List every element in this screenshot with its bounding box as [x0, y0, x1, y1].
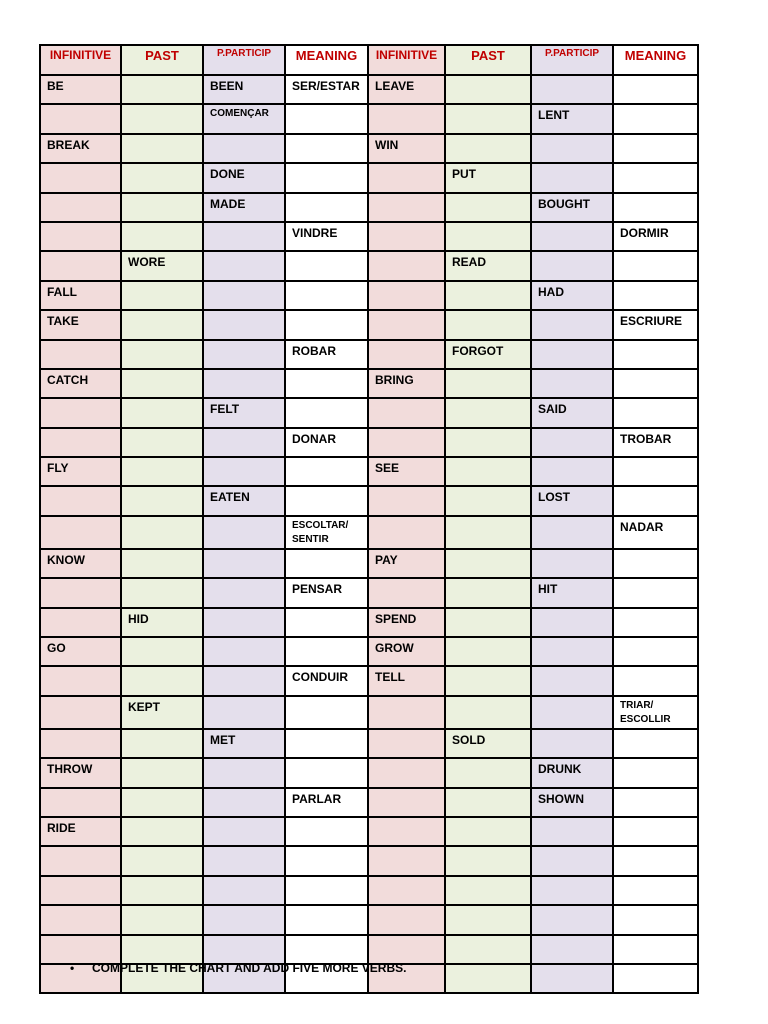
meaning-cell[interactable]	[285, 281, 368, 310]
meaning-cell[interactable]	[613, 163, 698, 192]
table-row	[40, 398, 698, 427]
meaning-cell[interactable]: SER/ESTAR	[285, 75, 368, 104]
past-cell[interactable]	[445, 134, 531, 163]
meaning-cell[interactable]	[285, 251, 368, 280]
past-participle-cell[interactable]	[203, 846, 285, 875]
past-participle-cell[interactable]	[531, 310, 613, 339]
meaning-cell[interactable]: PARLAR	[285, 788, 368, 817]
past-participle-cell[interactable]	[203, 666, 285, 695]
past-cell[interactable]: PUT	[445, 163, 531, 192]
table-row	[40, 729, 698, 758]
infinitive-cell[interactable]: CATCH	[40, 369, 121, 398]
past-cell[interactable]	[121, 163, 203, 192]
past-cell[interactable]	[445, 222, 531, 251]
meaning-cell[interactable]	[613, 486, 698, 515]
past-cell[interactable]	[121, 637, 203, 666]
past-participle-cell[interactable]	[203, 608, 285, 637]
meaning-cell[interactable]	[613, 549, 698, 578]
infinitive-cell[interactable]	[368, 935, 445, 964]
meaning-cell[interactable]	[285, 310, 368, 339]
past-participle-cell[interactable]	[203, 788, 285, 817]
past-cell[interactable]	[121, 666, 203, 695]
past-cell[interactable]	[445, 457, 531, 486]
meaning-cell[interactable]	[285, 104, 368, 133]
past-participle-cell[interactable]	[531, 549, 613, 578]
meaning-cell[interactable]: VINDRE	[285, 222, 368, 251]
past-participle-cell[interactable]	[531, 876, 613, 905]
meaning-cell[interactable]	[613, 578, 698, 607]
meaning-cell[interactable]	[613, 758, 698, 787]
infinitive-cell[interactable]	[368, 876, 445, 905]
instruction-text: COMPLETE THE CHART AND ADD FIVE MORE VERBS.	[92, 961, 407, 975]
meaning-cell[interactable]	[285, 163, 368, 192]
table-row	[40, 222, 698, 251]
past-cell[interactable]	[121, 788, 203, 817]
meaning-cell[interactable]	[613, 729, 698, 758]
past-cell[interactable]	[121, 310, 203, 339]
header-infinitive: INFINITIVE	[40, 45, 121, 75]
past-cell[interactable]	[121, 817, 203, 846]
past-participle-cell[interactable]	[203, 549, 285, 578]
table-row	[40, 104, 698, 133]
past-participle-cell[interactable]	[203, 457, 285, 486]
meaning-cell[interactable]	[285, 876, 368, 905]
past-cell[interactable]	[445, 758, 531, 787]
table-row	[40, 666, 698, 695]
past-participle-cell[interactable]	[203, 428, 285, 457]
table-row	[40, 75, 698, 104]
past-cell[interactable]	[121, 516, 203, 549]
meaning-cell[interactable]	[613, 134, 698, 163]
infinitive-cell[interactable]	[40, 905, 121, 934]
past-participle-cell[interactable]	[203, 310, 285, 339]
past-cell[interactable]	[445, 666, 531, 695]
past-cell[interactable]	[121, 281, 203, 310]
table-row	[40, 428, 698, 457]
meaning-cell[interactable]: NADAR	[613, 516, 698, 549]
past-cell[interactable]	[445, 817, 531, 846]
meaning-cell[interactable]: ESCRIURE	[613, 310, 698, 339]
table-row	[40, 457, 698, 486]
past-cell[interactable]	[445, 281, 531, 310]
past-participle-cell[interactable]: SHOWN	[531, 788, 613, 817]
past-participle-cell[interactable]	[203, 637, 285, 666]
past-cell[interactable]	[121, 104, 203, 133]
past-cell[interactable]	[445, 549, 531, 578]
infinitive-cell[interactable]	[368, 486, 445, 515]
past-participle-cell[interactable]	[531, 516, 613, 549]
past-cell[interactable]	[121, 758, 203, 787]
infinitive-cell[interactable]	[40, 486, 121, 515]
header-past: PAST	[445, 45, 531, 75]
infinitive-cell[interactable]	[368, 788, 445, 817]
past-cell[interactable]	[445, 516, 531, 549]
past-participle-cell[interactable]: BOUGHT	[531, 193, 613, 222]
table-row	[40, 788, 698, 817]
infinitive-cell[interactable]: FLY	[40, 457, 121, 486]
header-row	[40, 45, 698, 75]
past-cell[interactable]	[445, 398, 531, 427]
past-participle-cell[interactable]: COMENÇAR	[203, 104, 285, 133]
meaning-cell[interactable]	[285, 846, 368, 875]
table-row	[40, 486, 698, 515]
past-participle-cell[interactable]	[531, 666, 613, 695]
past-cell[interactable]	[121, 369, 203, 398]
table-row	[40, 369, 698, 398]
infinitive-cell[interactable]	[40, 846, 121, 875]
past-participle-cell[interactable]	[203, 905, 285, 934]
infinitive-cell[interactable]	[40, 666, 121, 695]
meaning-cell[interactable]	[613, 817, 698, 846]
infinitive-cell[interactable]: BRING	[368, 369, 445, 398]
table-row	[40, 578, 698, 607]
meaning-cell[interactable]	[613, 75, 698, 104]
meaning-cell[interactable]	[285, 817, 368, 846]
infinitive-cell[interactable]	[368, 251, 445, 280]
table-row	[40, 134, 698, 163]
infinitive-cell[interactable]: THROW	[40, 758, 121, 787]
past-participle-cell[interactable]	[531, 696, 613, 729]
past-participle-cell[interactable]	[531, 905, 613, 934]
table-row	[40, 193, 698, 222]
meaning-cell[interactable]	[285, 696, 368, 729]
past-cell[interactable]	[445, 75, 531, 104]
meaning-cell[interactable]	[613, 193, 698, 222]
infinitive-cell[interactable]	[368, 398, 445, 427]
infinitive-cell[interactable]: PAY	[368, 549, 445, 578]
infinitive-cell[interactable]: GROW	[368, 637, 445, 666]
meaning-cell[interactable]	[285, 905, 368, 934]
past-cell[interactable]	[445, 369, 531, 398]
past-participle-cell[interactable]	[203, 251, 285, 280]
past-participle-cell[interactable]	[203, 369, 285, 398]
meaning-cell[interactable]: DORMIR	[613, 222, 698, 251]
table-row	[40, 758, 698, 787]
infinitive-cell[interactable]	[368, 905, 445, 934]
past-cell[interactable]	[121, 486, 203, 515]
past-cell[interactable]	[445, 905, 531, 934]
instruction-note	[70, 961, 406, 975]
infinitive-cell[interactable]	[368, 696, 445, 729]
table-row	[40, 281, 698, 310]
infinitive-cell[interactable]	[368, 516, 445, 549]
meaning-cell[interactable]	[613, 846, 698, 875]
past-cell[interactable]	[121, 905, 203, 934]
past-participle-cell[interactable]	[203, 758, 285, 787]
past-participle-cell[interactable]: DRUNK	[531, 758, 613, 787]
meaning-cell[interactable]: ROBAR	[285, 340, 368, 369]
past-cell[interactable]: SOLD	[445, 729, 531, 758]
past-participle-cell[interactable]	[531, 729, 613, 758]
header-infinitive: INFINITIVE	[368, 45, 445, 75]
infinitive-cell[interactable]	[40, 251, 121, 280]
infinitive-cell[interactable]: TELL	[368, 666, 445, 695]
past-cell[interactable]	[121, 428, 203, 457]
table-row	[40, 340, 698, 369]
infinitive-cell[interactable]	[368, 193, 445, 222]
past-participle-cell[interactable]	[203, 935, 285, 964]
past-cell[interactable]	[445, 193, 531, 222]
header-past-participle: P.PARTICIP	[203, 45, 285, 75]
table-row	[40, 637, 698, 666]
past-cell[interactable]	[445, 846, 531, 875]
past-participle-cell[interactable]	[531, 964, 613, 993]
past-cell[interactable]	[121, 549, 203, 578]
infinitive-cell[interactable]	[368, 310, 445, 339]
infinitive-cell[interactable]: WIN	[368, 134, 445, 163]
meaning-cell[interactable]	[613, 935, 698, 964]
past-cell[interactable]	[445, 486, 531, 515]
meaning-cell[interactable]	[285, 549, 368, 578]
past-participle-cell[interactable]: MET	[203, 729, 285, 758]
past-participle-cell[interactable]: HIT	[531, 578, 613, 607]
meaning-cell[interactable]: DONAR	[285, 428, 368, 457]
past-participle-cell[interactable]	[531, 935, 613, 964]
past-participle-cell[interactable]	[531, 251, 613, 280]
meaning-cell[interactable]	[285, 398, 368, 427]
meaning-cell[interactable]	[285, 457, 368, 486]
past-participle-cell[interactable]	[203, 134, 285, 163]
meaning-cell[interactable]	[613, 281, 698, 310]
past-cell[interactable]: KEPT	[121, 696, 203, 729]
infinitive-cell[interactable]	[40, 193, 121, 222]
past-cell[interactable]	[121, 75, 203, 104]
meaning-cell[interactable]	[285, 486, 368, 515]
infinitive-cell[interactable]	[40, 788, 121, 817]
table-row	[40, 817, 698, 846]
meaning-cell[interactable]: TROBAR	[613, 428, 698, 457]
infinitive-cell[interactable]	[368, 222, 445, 251]
infinitive-cell[interactable]	[40, 163, 121, 192]
meaning-cell[interactable]: ESCOLTAR/ SENTIR	[285, 516, 368, 549]
table-body	[40, 75, 698, 993]
table-row	[40, 310, 698, 339]
meaning-cell[interactable]	[613, 637, 698, 666]
infinitive-cell[interactable]	[368, 163, 445, 192]
infinitive-cell[interactable]	[40, 578, 121, 607]
infinitive-cell[interactable]	[40, 696, 121, 729]
past-cell[interactable]: FORGOT	[445, 340, 531, 369]
past-participle-cell[interactable]	[531, 817, 613, 846]
past-cell[interactable]	[445, 608, 531, 637]
header-past: PAST	[121, 45, 203, 75]
past-cell[interactable]	[445, 637, 531, 666]
infinitive-cell[interactable]	[368, 281, 445, 310]
past-participle-cell[interactable]	[203, 340, 285, 369]
past-cell[interactable]	[445, 428, 531, 457]
table-row	[40, 163, 698, 192]
past-participle-cell[interactable]	[531, 369, 613, 398]
infinitive-cell[interactable]	[40, 876, 121, 905]
past-cell[interactable]	[121, 134, 203, 163]
infinitive-cell[interactable]: FALL	[40, 281, 121, 310]
past-cell[interactable]	[445, 935, 531, 964]
past-participle-cell[interactable]	[531, 428, 613, 457]
past-participle-cell[interactable]	[531, 163, 613, 192]
past-cell[interactable]	[445, 104, 531, 133]
infinitive-cell[interactable]: SPEND	[368, 608, 445, 637]
infinitive-cell[interactable]	[40, 428, 121, 457]
past-cell[interactable]	[121, 457, 203, 486]
infinitive-cell[interactable]: TAKE	[40, 310, 121, 339]
infinitive-cell[interactable]	[368, 428, 445, 457]
past-participle-cell[interactable]: LENT	[531, 104, 613, 133]
past-cell[interactable]	[445, 578, 531, 607]
table-row	[40, 608, 698, 637]
past-participle-cell[interactable]: HAD	[531, 281, 613, 310]
table-row	[40, 935, 698, 964]
past-cell[interactable]	[445, 788, 531, 817]
meaning-cell[interactable]	[285, 608, 368, 637]
past-participle-cell[interactable]	[531, 222, 613, 251]
infinitive-cell[interactable]: KNOW	[40, 549, 121, 578]
bullet-icon: •	[70, 961, 75, 975]
infinitive-cell[interactable]	[40, 729, 121, 758]
infinitive-cell[interactable]	[40, 222, 121, 251]
past-participle-cell[interactable]	[531, 608, 613, 637]
table-row	[40, 876, 698, 905]
past-cell[interactable]	[121, 935, 203, 964]
table-row	[40, 251, 698, 280]
past-cell[interactable]: HID	[121, 608, 203, 637]
infinitive-cell[interactable]: BREAK	[40, 134, 121, 163]
irregular-verbs-table	[39, 44, 699, 994]
meaning-cell[interactable]: TRIAR/ ESCOLLIR	[613, 696, 698, 729]
past-participle-cell[interactable]: SAID	[531, 398, 613, 427]
past-participle-cell[interactable]	[531, 340, 613, 369]
table-row	[40, 905, 698, 934]
past-participle-cell[interactable]: LOST	[531, 486, 613, 515]
infinitive-cell[interactable]	[40, 104, 121, 133]
infinitive-cell[interactable]: RIDE	[40, 817, 121, 846]
infinitive-cell[interactable]	[40, 340, 121, 369]
past-participle-cell[interactable]	[203, 696, 285, 729]
infinitive-cell[interactable]	[368, 104, 445, 133]
past-cell[interactable]	[121, 729, 203, 758]
past-participle-cell[interactable]: MADE	[203, 193, 285, 222]
table-row	[40, 549, 698, 578]
meaning-cell[interactable]	[613, 608, 698, 637]
infinitive-cell[interactable]	[368, 729, 445, 758]
header-past-participle: P.PARTICIP	[531, 45, 613, 75]
past-participle-cell[interactable]: DONE	[203, 163, 285, 192]
meaning-cell[interactable]	[285, 729, 368, 758]
past-cell[interactable]	[121, 846, 203, 875]
past-cell[interactable]	[121, 193, 203, 222]
past-participle-cell[interactable]	[531, 457, 613, 486]
past-participle-cell[interactable]	[203, 578, 285, 607]
past-participle-cell[interactable]	[203, 817, 285, 846]
header-meaning: MEANING	[285, 45, 368, 75]
meaning-cell[interactable]	[613, 788, 698, 817]
past-participle-cell[interactable]	[203, 281, 285, 310]
meaning-cell[interactable]	[613, 905, 698, 934]
past-participle-cell[interactable]	[531, 637, 613, 666]
past-participle-cell[interactable]	[531, 134, 613, 163]
infinitive-cell[interactable]	[368, 846, 445, 875]
meaning-cell[interactable]	[285, 935, 368, 964]
table-row	[40, 516, 698, 549]
infinitive-cell[interactable]	[368, 817, 445, 846]
past-participle-cell[interactable]: BEEN	[203, 75, 285, 104]
meaning-cell[interactable]	[285, 134, 368, 163]
past-participle-cell[interactable]	[203, 222, 285, 251]
meaning-cell[interactable]	[613, 964, 698, 993]
infinitive-cell[interactable]	[40, 608, 121, 637]
past-participle-cell[interactable]: EATEN	[203, 486, 285, 515]
past-cell[interactable]	[445, 310, 531, 339]
meaning-cell[interactable]	[613, 876, 698, 905]
past-participle-cell[interactable]	[203, 876, 285, 905]
past-cell[interactable]: READ	[445, 251, 531, 280]
past-participle-cell[interactable]	[203, 516, 285, 549]
meaning-cell[interactable]	[613, 666, 698, 695]
infinitive-cell[interactable]	[368, 758, 445, 787]
past-participle-cell[interactable]	[531, 75, 613, 104]
header-meaning: MEANING	[613, 45, 698, 75]
meaning-cell[interactable]	[613, 251, 698, 280]
past-cell[interactable]: WORE	[121, 251, 203, 280]
meaning-cell[interactable]	[613, 369, 698, 398]
infinitive-cell[interactable]: BE	[40, 75, 121, 104]
table-row	[40, 696, 698, 729]
meaning-cell[interactable]: CONDUIR	[285, 666, 368, 695]
past-cell[interactable]	[121, 876, 203, 905]
meaning-cell[interactable]	[285, 369, 368, 398]
past-participle-cell[interactable]	[531, 846, 613, 875]
infinitive-cell[interactable]: LEAVE	[368, 75, 445, 104]
infinitive-cell[interactable]	[40, 516, 121, 549]
meaning-cell[interactable]	[613, 398, 698, 427]
infinitive-cell[interactable]	[40, 935, 121, 964]
infinitive-cell[interactable]	[40, 398, 121, 427]
past-participle-cell[interactable]: FELT	[203, 398, 285, 427]
meaning-cell[interactable]	[285, 758, 368, 787]
verb-chart	[39, 44, 697, 994]
meaning-cell[interactable]	[613, 457, 698, 486]
table-row	[40, 846, 698, 875]
past-cell[interactable]	[121, 398, 203, 427]
meaning-cell[interactable]	[613, 340, 698, 369]
infinitive-cell[interactable]	[368, 340, 445, 369]
meaning-cell[interactable]	[285, 193, 368, 222]
past-cell[interactable]	[445, 964, 531, 993]
infinitive-cell[interactable]: SEE	[368, 457, 445, 486]
past-cell[interactable]	[121, 578, 203, 607]
infinitive-cell[interactable]	[368, 578, 445, 607]
past-cell[interactable]	[445, 696, 531, 729]
meaning-cell[interactable]	[613, 104, 698, 133]
meaning-cell[interactable]: PENSAR	[285, 578, 368, 607]
past-cell[interactable]	[445, 876, 531, 905]
past-cell[interactable]	[121, 222, 203, 251]
infinitive-cell[interactable]: GO	[40, 637, 121, 666]
past-cell[interactable]	[121, 340, 203, 369]
meaning-cell[interactable]	[285, 637, 368, 666]
